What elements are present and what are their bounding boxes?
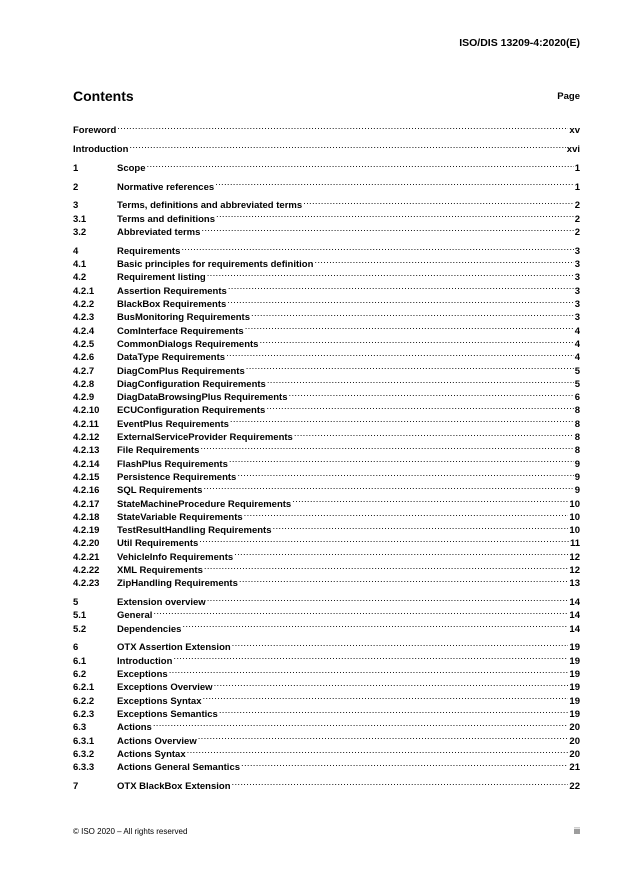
toc-entry-page: 8 [574, 445, 580, 457]
toc-entry-page: 4 [574, 338, 580, 350]
toc-entry-number: 6.2.2 [73, 695, 95, 707]
page-number: iii [574, 826, 580, 836]
toc-entry-number: 4.2.23 [73, 578, 100, 590]
dot-leader [226, 347, 574, 360]
dot-leader [200, 440, 573, 453]
toc-entry-title: FlashPlus Requirements [117, 458, 228, 470]
toc-entry[interactable] [73, 637, 580, 654]
toc-entry-page: 5 [574, 365, 580, 377]
toc-entry-title: DiagComPlus Requirements [117, 365, 245, 377]
dot-leader [202, 690, 568, 703]
dot-leader [314, 254, 573, 267]
toc-entry-page: 3 [574, 245, 580, 257]
toc-entry-page: 20 [569, 722, 580, 734]
toc-entry-page: 1 [574, 181, 580, 193]
toc-entry-page: 19 [569, 642, 580, 654]
dot-leader [266, 400, 573, 413]
dot-leader [241, 757, 568, 770]
toc-entry-page: 6 [574, 392, 580, 404]
toc-entry-number: 4.2.8 [73, 378, 95, 390]
dot-leader [215, 176, 574, 189]
toc-entry-page: 19 [569, 708, 580, 720]
toc-entry-title: CommonDialogs Requirements [117, 338, 259, 350]
toc-entry-title: Util Requirements [117, 538, 199, 550]
toc-entry-title: Exceptions Syntax [117, 695, 202, 707]
toc-entry-title: DiagDataBrowsingPlus Requirements [117, 392, 288, 404]
toc-entry-title: DataType Requirements [117, 352, 226, 364]
dot-leader [267, 374, 574, 387]
toc-entry-title: Basic principles for requirements definition [117, 259, 314, 271]
toc-entry-page: 19 [569, 695, 580, 707]
toc-entry-page: 14 [569, 610, 580, 622]
toc-entry-title: StateMachineProcedure Requirements [117, 498, 292, 510]
toc-entry-number: 4.2.5 [73, 338, 95, 350]
toc-entry-title: Extension overview [117, 597, 206, 609]
toc-entry[interactable] [73, 241, 580, 257]
toc-entry-number: 5.2 [73, 623, 87, 635]
toc-entry-title: ZipHandling Requirements [117, 578, 238, 590]
toc-entry-number: 4.2.11 [73, 418, 99, 430]
toc-entry-number: 6.1 [73, 655, 87, 667]
toc-entry-title: EventPlus Requirements [117, 418, 229, 430]
toc-entry-page: 3 [574, 299, 580, 311]
toc-entry-number: 6.3 [73, 722, 87, 734]
dot-leader [289, 387, 574, 400]
toc-entry-number: 5.1 [73, 610, 87, 622]
toc-entry-number: 4.2.7 [73, 365, 95, 377]
toc-entry-title: StateVariable Requirements [117, 511, 243, 523]
toc-entry-page: 10 [569, 511, 580, 523]
toc-entry-number: 4.2.2 [73, 299, 95, 311]
dot-leader [153, 717, 569, 730]
toc-entry-page: 8 [574, 432, 580, 444]
toc-entry-number: 4.2.6 [73, 352, 95, 364]
dot-leader [228, 280, 574, 293]
toc-entry-page: 19 [569, 682, 580, 694]
toc-entry-number: 4.2.13 [73, 445, 100, 457]
toc-entry-number: 1 [73, 162, 79, 174]
toc-entry-title: ECUConfiguration Requirements [117, 405, 266, 417]
toc-entry-number: 4.2.19 [73, 525, 100, 537]
toc-entry-title: BlackBox Requirements [117, 299, 227, 311]
toc-entry[interactable] [73, 592, 580, 609]
toc-entry-number: 3 [73, 200, 79, 212]
toc-entry-number: 4.2 [73, 272, 87, 284]
dot-leader [216, 208, 574, 221]
dot-leader [182, 618, 568, 631]
toc-entry-title: General [117, 610, 153, 622]
toc-entry-number: 4.2.14 [73, 458, 100, 470]
dot-leader [204, 560, 569, 573]
toc-entry-page: 3 [574, 272, 580, 284]
dot-leader [246, 360, 574, 373]
toc-entry-page: 1 [574, 162, 580, 174]
toc-entry-number: 4.1 [73, 259, 87, 271]
toc-entry-title: OTX Assertion Extension [117, 642, 231, 654]
toc-entry-page: 8 [574, 405, 580, 417]
toc-entry-page: 13 [569, 578, 580, 590]
toc-entry-page: 10 [569, 525, 580, 537]
toc-entry-title: Requirement listing [117, 272, 206, 284]
dot-leader [199, 533, 569, 546]
toc-entry-title: Exceptions Overview [117, 682, 213, 694]
toc-entry-page: 3 [574, 312, 580, 324]
toc-entry-title: ComInterface Requirements [117, 325, 244, 337]
toc-entry-title: Actions Overview [117, 735, 197, 747]
toc-entry-number: 5 [73, 597, 79, 609]
toc-entry-page: 20 [569, 748, 580, 760]
dot-leader [273, 520, 569, 533]
toc-entry-number: 4.2.18 [73, 511, 100, 523]
table-of-contents [73, 120, 580, 792]
dot-leader [229, 453, 574, 466]
dot-leader [294, 427, 574, 440]
toc-entry-number: 4.2.3 [73, 312, 95, 324]
toc-entry-number: 6.3.1 [73, 735, 95, 747]
toc-entry-title: BusMonitoring Requirements [117, 312, 251, 324]
dot-leader [227, 294, 573, 307]
toc-entry-number: 6.3.3 [73, 762, 95, 774]
toc-entry-page: 2 [574, 200, 580, 212]
toc-entry-title: Requirements [117, 245, 181, 257]
dot-leader [230, 413, 574, 426]
toc-entry-number: 6 [73, 642, 79, 654]
toc-entry-page: 11 [569, 538, 580, 550]
toc-entry[interactable] [73, 195, 580, 212]
toc-entry-page: 3 [574, 259, 580, 271]
toc-entry-title: Introduction [117, 655, 173, 667]
toc-entry-number: 4.2.17 [73, 498, 100, 510]
toc-entry-number: 4.2.20 [73, 538, 100, 550]
toc-entry-page: 5 [574, 378, 580, 390]
toc-entry-title: File Requirements [117, 445, 200, 457]
toc-entry-number: 2 [73, 181, 79, 193]
toc-entry-title: Foreword [73, 125, 117, 137]
dot-leader [259, 334, 573, 347]
toc-entry-page: 2 [574, 227, 580, 239]
toc-entry-title: ExternalServiceProvider Requirements [117, 432, 293, 444]
toc-entry-page: 8 [574, 418, 580, 430]
toc-entry-page: xvi [566, 144, 580, 156]
dot-leader [207, 267, 574, 280]
toc-entry-page: 19 [569, 669, 580, 681]
toc-entry-page: 4 [574, 325, 580, 337]
dot-leader [181, 241, 573, 254]
toc-entry-page: 10 [569, 498, 580, 510]
toc-entry[interactable] [73, 120, 580, 137]
toc-entry-title: Introduction [73, 144, 129, 156]
toc-entry-number: 6.2.3 [73, 708, 95, 720]
toc-entry-number: 3.1 [73, 213, 87, 225]
toc-entry-page: 3 [574, 285, 580, 297]
toc-entry-page: 21 [569, 762, 580, 774]
toc-entry-number: 4.2.1 [73, 285, 95, 297]
copyright-notice: © ISO 2020 – All rights reserved [73, 827, 188, 836]
dot-leader [147, 158, 574, 171]
document-id: ISO/DIS 13209-4:2020(E) [459, 37, 580, 49]
toc-entry-page: 9 [574, 471, 580, 483]
toc-entry-number: 4.2.21 [73, 551, 100, 563]
toc-entry-title: Actions General Semantics [117, 762, 241, 774]
toc-entry-title: Terms and definitions [117, 213, 216, 225]
toc-entry-number: 6.2 [73, 669, 87, 681]
toc-entry-number: 4.2.16 [73, 485, 100, 497]
dot-leader [117, 120, 568, 133]
toc-entry-number: 4.2.4 [73, 325, 95, 337]
dot-leader [203, 480, 573, 493]
toc-entry[interactable] [73, 158, 580, 174]
toc-entry[interactable] [73, 139, 580, 156]
dot-leader [129, 139, 565, 152]
toc-entry-title: OTX BlackBox Extension [117, 780, 231, 792]
dot-leader [201, 222, 573, 235]
toc-entry-page: 2 [574, 213, 580, 225]
toc-entry-number: 7 [73, 780, 79, 792]
toc-entry-title: Abbreviated terms [117, 227, 201, 239]
toc-entry-number: 4.2.12 [73, 432, 100, 444]
dot-leader [169, 664, 569, 677]
contents-title: Contents [73, 88, 134, 104]
dot-leader [303, 195, 574, 208]
toc-entry-page: 22 [569, 780, 580, 792]
toc-entry-number: 4.2.10 [73, 405, 100, 417]
dot-leader [251, 307, 574, 320]
toc-entry-page: 14 [569, 623, 580, 635]
toc-entry-title: Actions [117, 722, 152, 734]
toc-entry-title: Dependencies [117, 623, 182, 635]
toc-entry-page: 12 [569, 551, 580, 563]
toc-entry-page: xv [569, 125, 580, 137]
dot-leader [234, 546, 568, 559]
toc-entry-number: 4.2.9 [73, 392, 95, 404]
toc-entry-title: TestResultHandling Requirements [117, 525, 272, 537]
toc-entry-page: 14 [569, 597, 580, 609]
dot-leader [232, 637, 569, 650]
toc-entry-number: 3.2 [73, 227, 87, 239]
toc-entry-title: XML Requirements [117, 565, 203, 576]
toc-entry-title: VehicleInfo Requirements [117, 551, 234, 563]
dot-leader [214, 677, 569, 690]
dot-leader [237, 467, 573, 480]
toc-entry-number: 4 [73, 245, 79, 257]
toc-entry-page: 4 [574, 352, 580, 364]
toc-entry-title: Persistence Requirements [117, 471, 237, 483]
toc-entry-title: Assertion Requirements [117, 285, 227, 297]
toc-entry-title: Exceptions [117, 669, 168, 681]
toc-entry-page: 12 [569, 565, 580, 576]
toc-entry-number: 4.2.22 [73, 565, 100, 576]
toc-entry-page: 19 [569, 655, 580, 667]
dot-leader [173, 650, 568, 663]
toc-entry-title: SQL Requirements [117, 485, 203, 497]
toc-entry-page: 9 [574, 485, 580, 497]
toc-entry[interactable] [73, 176, 580, 193]
toc-entry-number: 4.2.15 [73, 471, 100, 483]
dot-leader [207, 592, 569, 605]
toc-entry-title: Terms, definitions and abbreviated terms [117, 200, 303, 212]
dot-leader [232, 776, 569, 789]
page-column-label: Page [557, 91, 580, 102]
toc-entry-number: 6.2.1 [73, 682, 95, 694]
toc-entry-title: Actions Syntax [117, 748, 186, 760]
dot-leader [239, 573, 569, 586]
toc-entry-title: Scope [117, 162, 146, 174]
toc-entry-number: 6.3.2 [73, 748, 95, 760]
dot-leader [244, 507, 569, 520]
dot-leader [219, 704, 569, 717]
toc-entry-page: 20 [569, 735, 580, 747]
dot-leader [153, 605, 568, 618]
dot-leader [245, 320, 574, 333]
dot-leader [198, 730, 569, 743]
toc-entry[interactable] [73, 776, 580, 792]
dot-leader [187, 744, 569, 757]
dot-leader [292, 493, 568, 506]
toc-entry-title: Normative references [117, 181, 215, 193]
toc-entry-page: 9 [574, 458, 580, 470]
toc-entry-title: Exceptions Semantics [117, 708, 218, 720]
toc-entry-title: DiagConfiguration Requirements [117, 378, 266, 390]
